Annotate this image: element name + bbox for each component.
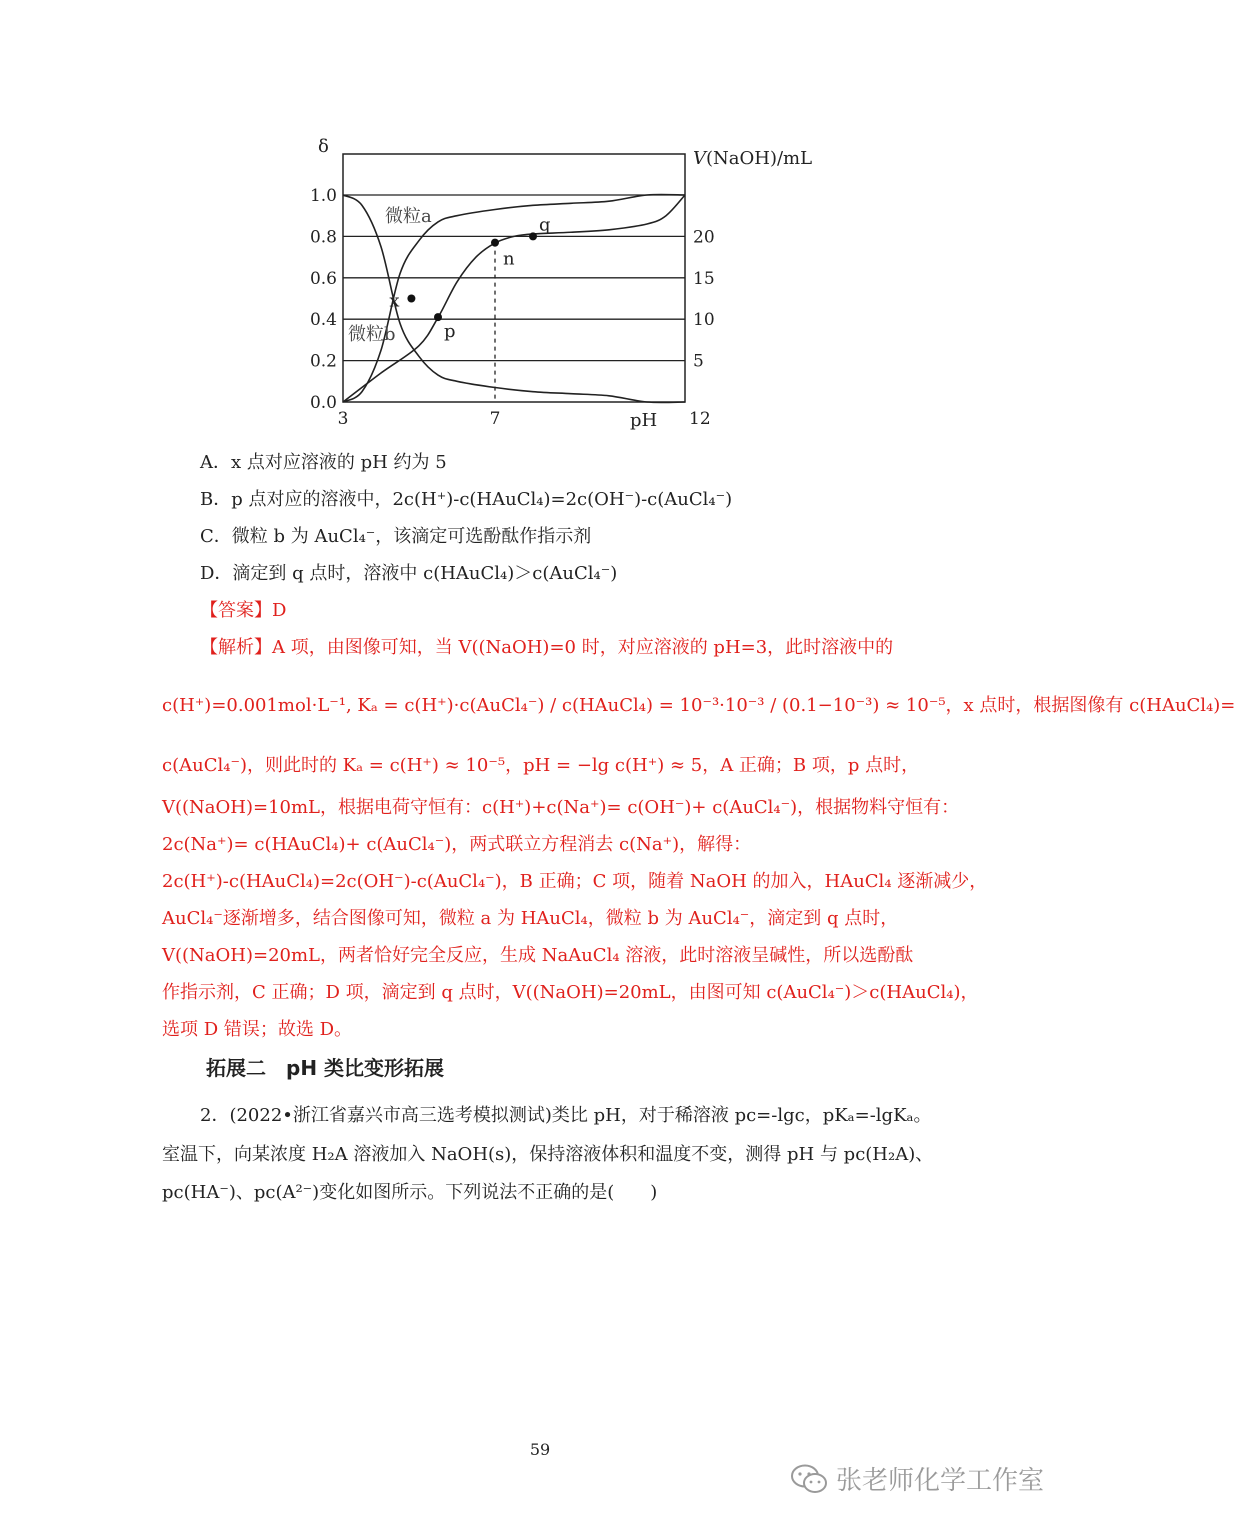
analysis-line-8: V((NaOH)=20mL，两者恰好完全反应，生成 NaAuCl₄ 溶液，此时溶液呈碱性，所以选酚酞 xyxy=(162,945,914,966)
section-title: 拓展二 pH 类比变形拓展 xyxy=(206,1056,445,1080)
right-axis-label-var: V xyxy=(693,148,706,169)
x-tick-label: 7 xyxy=(489,409,501,429)
y-tick-label: 0.0 xyxy=(309,393,337,413)
series-label-a: 微粒a xyxy=(385,206,432,227)
right-tick-label: 15 xyxy=(693,268,715,289)
point-x xyxy=(407,295,415,303)
point-n xyxy=(491,239,499,247)
left-axis-symbol: δ xyxy=(318,136,329,157)
analysis-line-6: 2c(H⁺)-c(HAuCl₄)=2c(OH⁻)-c(AuCl₄⁻)，B 正确；C 项，随着 NaOH 的加入，HAuCl₄ 逐渐减少， xyxy=(162,871,988,892)
analysis-line-1: 【解析】A 项，由图像可知，当 V((NaOH)=0 时，对应溶液的 pH=3，此时溶液中的 xyxy=(200,637,894,658)
analysis-line-4: V((NaOH)=10mL，根据电荷守恒有：c(H⁺)+c(Na⁺)= c(OH⁻)+ c(AuCl₄⁻)，根据物料守恒有： xyxy=(162,797,960,818)
watermark-text: 张老师化学工作室 xyxy=(836,1466,1045,1496)
question2-line-3: pc(HA⁻)、pc(A²⁻)变化如图所示。下列说法不正确的是( ) xyxy=(162,1182,658,1203)
right-tick-label: 20 xyxy=(693,227,715,248)
right-tick-label: 5 xyxy=(693,351,704,372)
wechat-icon xyxy=(790,1463,828,1495)
x-tick-label: 12 xyxy=(689,409,711,429)
y-tick-label: 0.2 xyxy=(309,351,337,372)
point-label-q: q xyxy=(539,214,551,236)
point-q xyxy=(529,232,537,240)
x-axis-label: pH xyxy=(630,410,658,431)
point-label-n: n xyxy=(503,248,515,270)
option-a: A．x 点对应溶液的 pH 约为 5 xyxy=(200,452,447,473)
y-tick-label: 0.4 xyxy=(309,310,337,331)
analysis-line-3: c(AuCl₄⁻)，则此时的 Kₐ = c(H⁺) ≈ 10⁻⁵，pH = −lg c(H⁺) ≈ 5，A 正确；B 项，p 点时， xyxy=(162,755,920,776)
y-tick-label: 0.8 xyxy=(309,227,337,248)
analysis-line-10: 选项 D 错误；故选 D。 xyxy=(162,1019,353,1040)
right-tick-label: 10 xyxy=(693,310,715,331)
question2-line-2: 室温下，向某浓度 H₂A 溶液加入 NaOH(s)，保持溶液体积和温度不变，测得 pH 与 pc(H₂A)、 xyxy=(162,1144,934,1165)
option-d: D．滴定到 q 点时，溶液中 c(HAuCl₄)＞c(AuCl₄⁻) xyxy=(200,563,618,584)
point-label-x: x xyxy=(389,290,400,312)
answer: 【答案】D xyxy=(200,600,287,621)
page-number: 59 xyxy=(529,1440,551,1459)
y-tick-label: 1.0 xyxy=(309,186,337,206)
point-label-p: p xyxy=(444,321,456,343)
question2-line-1: 2．(2022•浙江省嘉兴市高三选考模拟测试)类比 pH，对于稀溶液 pc=-lgc，pKₐ=-lgKₐ。 xyxy=(200,1105,932,1126)
option-b: B．p 点对应的溶液中，2c(H⁺)-c(HAuCl₄)=2c(OH⁻)-c(AuCl₄⁻) xyxy=(200,489,733,510)
analysis-line-9: 作指示剂，C 正确；D 项，滴定到 q 点时，V((NaOH)=20mL，由图可知 c(AuCl₄⁻)＞c(HAuCl₄)， xyxy=(162,982,979,1003)
analysis-line-7: AuCl₄⁻逐渐增多，结合图像可知，微粒 a 为 HAuCl₄，微粒 b 为 AuCl₄⁻，滴定到 q 点时， xyxy=(162,908,899,929)
analysis-line-5: 2c(Na⁺)= c(HAuCl₄)+ c(AuCl₄⁻)，两式联立方程消去 c(Na⁺)，解得： xyxy=(162,834,752,855)
right-axis-label xyxy=(693,148,812,169)
watermark xyxy=(790,1460,1044,1497)
right-axis-label-unit: (NaOH)/mL xyxy=(706,148,813,169)
x-tick-label: 3 xyxy=(337,409,349,429)
analysis-line-2: c(H⁺)=0.001mol·L⁻¹, Kₐ = c(H⁺)·c(AuCl₄⁻) / c(HAuCl₄) = 10⁻³·10⁻³ / (0.1−10⁻³) ≈ 10⁻⁵，x 点时，根据图像有 c(HAuCl₄)= xyxy=(162,695,1235,716)
chart-labels xyxy=(310,136,812,431)
option-c: C．微粒 b 为 AuCl₄⁻，该滴定可选酚酞作指示剂 xyxy=(200,526,592,547)
y-tick-label: 0.6 xyxy=(309,268,337,289)
titration-chart xyxy=(290,130,830,440)
series-label-b: 微粒b xyxy=(348,324,396,345)
point-p xyxy=(434,313,442,321)
